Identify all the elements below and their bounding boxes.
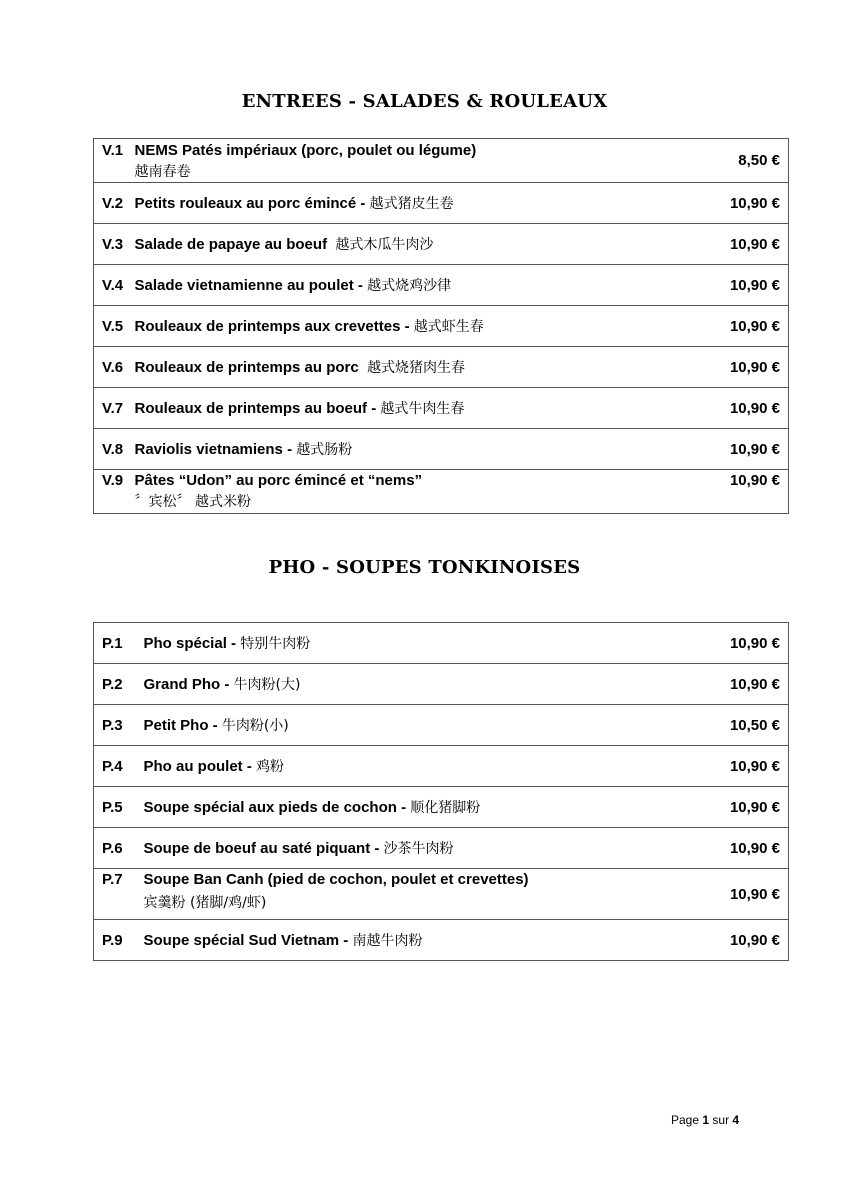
item-code: P.5 <box>94 787 144 828</box>
item-name: Rouleaux de printemps aux crevettes - <box>134 318 410 335</box>
item-chinese-name: 越式木瓜牛肉沙 <box>335 237 434 253</box>
item-price: 8,50 € <box>679 139 789 183</box>
item-chinese-name: 越式烧猪肉生春 <box>367 360 466 376</box>
item-code: P.2 <box>94 664 144 705</box>
item-price: 10,90 € <box>679 265 789 306</box>
item-price: 10,90 € <box>679 623 789 664</box>
item-name: Pho au poulet - <box>143 758 252 775</box>
item-name: Soupe spécial aux pieds de cochon - <box>143 799 407 816</box>
item-price: 10,90 € <box>679 869 789 920</box>
item-code: P.4 <box>94 746 144 787</box>
menu-row <box>94 347 789 388</box>
item-name: Grand Pho - <box>143 676 230 693</box>
item-name-cell <box>135 183 679 224</box>
item-name: Pho spécial - <box>143 635 237 652</box>
item-name-cell <box>144 623 679 664</box>
item-price: 10,90 € <box>679 787 789 828</box>
item-name-cell <box>135 429 679 470</box>
item-code: V.3 <box>94 224 135 265</box>
page-label: Page <box>671 1113 700 1127</box>
item-name-cell <box>144 664 679 705</box>
item-chinese-name: 牛肉粉(小) <box>221 718 289 734</box>
item-name: Petit Pho - <box>143 717 218 734</box>
item-price: 10,90 € <box>679 920 789 961</box>
item-code: V.7 <box>94 388 135 429</box>
item-price: 10,90 € <box>679 470 789 514</box>
section-title-pho: PHO - SOUPES TONKINOISES <box>268 557 581 578</box>
item-price: 10,90 € <box>679 746 789 787</box>
item-name-cell <box>144 746 679 787</box>
item-name: Rouleaux de printemps au boeuf - <box>134 400 377 417</box>
item-code: V.6 <box>94 347 135 388</box>
menu-row <box>94 623 789 664</box>
item-name: Petits rouleaux au porc émincé - <box>134 195 366 212</box>
item-name: Soupe spécial Sud Vietnam - <box>143 932 349 949</box>
menu-row <box>94 746 789 787</box>
menu-row <box>94 265 789 306</box>
item-price: 10,90 € <box>679 347 789 388</box>
item-name-cell <box>135 224 679 265</box>
item-code: P.1 <box>94 623 144 664</box>
item-price: 10,90 € <box>679 429 789 470</box>
item-chinese-name: 南越牛肉粉 <box>352 933 423 949</box>
item-name: Rouleaux de printemps au porc <box>134 359 359 376</box>
item-price: 10,90 € <box>679 306 789 347</box>
section-title-entrees: ENTREES - SALADES & ROULEAUX <box>241 91 608 112</box>
total-pages: 4 <box>732 1113 740 1127</box>
item-name: Soupe Ban Canh (pied de cochon, poulet et crevettes) <box>143 871 529 888</box>
item-name-cell <box>144 869 679 920</box>
menu-row <box>94 139 789 183</box>
menu-row <box>94 429 789 470</box>
item-name-cell <box>135 139 679 183</box>
item-chinese-name: 越南春卷 <box>134 164 191 180</box>
item-name: Pâtes “Udon” au porc émincé et “nems” <box>134 472 423 489</box>
item-chinese-name: 特别牛肉粉 <box>240 636 311 652</box>
menu-table-pho <box>93 622 789 961</box>
item-price: 10,90 € <box>679 183 789 224</box>
item-code: V.2 <box>94 183 135 224</box>
item-chinese-name: 宾羹粉 (猪脚/鸡/虾) <box>143 895 267 911</box>
menu-row <box>94 705 789 746</box>
item-chinese-name: 牛肉粉(大) <box>233 677 301 693</box>
menu-row <box>94 224 789 265</box>
item-name-cell <box>135 470 679 514</box>
item-code: P.9 <box>94 920 144 961</box>
menu-row <box>94 869 789 920</box>
current-page: 1 <box>702 1113 710 1127</box>
item-price: 10,90 € <box>679 388 789 429</box>
item-name: Raviolis vietnamiens - <box>134 441 293 458</box>
item-name: Salade vietnamienne au poulet - <box>134 277 363 294</box>
item-code: V.8 <box>94 429 135 470</box>
item-chinese-name: 越式肠粉 <box>296 442 353 458</box>
item-name-cell <box>135 306 679 347</box>
item-name-cell <box>135 388 679 429</box>
item-name: Soupe de boeuf au saté piquant - <box>143 840 380 857</box>
item-name-cell <box>144 705 679 746</box>
item-name-cell <box>144 828 679 869</box>
item-price: 10,90 € <box>679 224 789 265</box>
item-name-cell <box>135 265 679 306</box>
item-code: V.1 <box>94 139 135 183</box>
item-name-cell <box>135 347 679 388</box>
item-code: V.5 <box>94 306 135 347</box>
item-price: 10,90 € <box>679 664 789 705</box>
item-name: NEMS Patés impériaux (porc, poulet ou légume) <box>134 142 477 159</box>
menu-row <box>94 183 789 224</box>
menu-row <box>94 828 789 869</box>
item-code: V.9 <box>94 470 135 514</box>
item-price: 10,50 € <box>679 705 789 746</box>
item-code: P.3 <box>94 705 144 746</box>
menu-row <box>94 306 789 347</box>
item-chinese-name: 〞宾松〞 越式米粉 <box>134 494 251 510</box>
page-number-footer <box>671 1113 739 1127</box>
item-chinese-name: 越式猪皮生卷 <box>369 196 454 212</box>
menu-row <box>94 388 789 429</box>
item-code: V.4 <box>94 265 135 306</box>
item-chinese-name: 越式烧鸡沙律 <box>367 278 452 294</box>
item-code: P.6 <box>94 828 144 869</box>
menu-table-entrees <box>93 138 789 514</box>
item-chinese-name: 越式虾生春 <box>413 319 484 335</box>
item-price: 10,90 € <box>679 828 789 869</box>
page-separator: sur <box>712 1113 730 1127</box>
item-name-cell <box>144 787 679 828</box>
item-name: Salade de papaye au boeuf <box>134 236 328 253</box>
menu-row <box>94 470 789 514</box>
item-chinese-name: 顺化猪脚粉 <box>410 800 481 816</box>
item-code: P.7 <box>94 869 144 920</box>
item-name-cell <box>144 920 679 961</box>
item-chinese-name: 越式牛肉生春 <box>380 401 465 417</box>
menu-row <box>94 664 789 705</box>
item-chinese-name: 沙茶牛肉粉 <box>383 841 454 857</box>
item-chinese-name: 鸡粉 <box>256 759 284 775</box>
menu-row <box>94 787 789 828</box>
menu-row <box>94 920 789 961</box>
